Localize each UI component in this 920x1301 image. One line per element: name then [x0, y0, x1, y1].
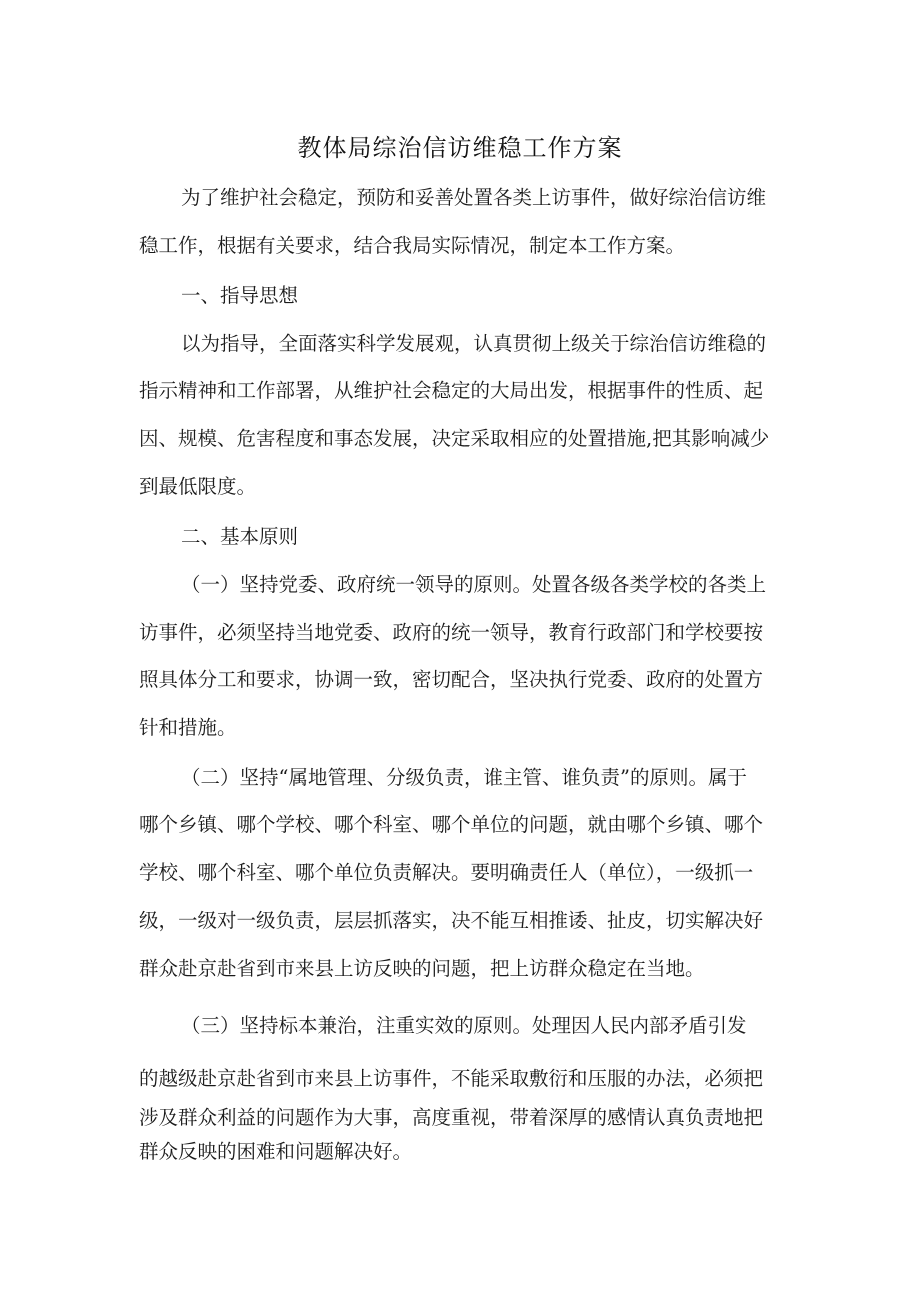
principle1-line-3: 照具体分工和要求，协调一致，密切配合，坚决执行党委、政府的处置方: [139, 668, 764, 691]
principle2-line-4: 级，一级对一级负责，层层抓落实，决不能互相推诿、扯皮，切实解决好: [139, 909, 764, 932]
principle3-line-2: 的越级赴京赴省到市来县上访事件，不能采取敷衍和压服的办法，必须把: [139, 1067, 764, 1090]
section1-line-3: 因、规模、危害程度和事态发展，决定采取相应的处置措施,把其影响减少: [139, 427, 770, 450]
principle2-line-2: 哪个乡镇、哪个学校、哪个科室、哪个单位的问题，就由哪个乡镇、哪个: [139, 813, 764, 836]
principle1-line-4: 针和措施。: [139, 716, 237, 739]
principle3-line-3: 涉及群众利益的问题作为大事，高度重视，带着深厚的感情认真负责地把: [139, 1106, 764, 1129]
principle3-line-1: （三）坚持标本兼治，注重实效的原则。处理因人民内部矛盾引发: [181, 1014, 747, 1037]
principle1-line-1: （一）坚持党委、政府统一领导的原则。处置各级各类学校的各类上: [181, 573, 767, 596]
section1-heading: 一、指导思想: [181, 284, 299, 307]
principle3-line-4: 群众反映的困难和问题解决好。: [139, 1140, 413, 1163]
principle1-line-2: 访事件，必须坚持当地党委、政府的统一领导，教育行政部门和学校要按: [139, 621, 764, 644]
section1-line-2: 指示精神和工作部署，从维护社会稳定的大局出发，根据事件的性质、起: [139, 379, 764, 402]
section2-heading: 二、基本原则: [181, 525, 299, 548]
principle2-line-5: 群众赴京赴省到市来县上访反映的问题，把上访群众稳定在当地。: [139, 957, 705, 980]
intro-line-1: 为了维护社会稳定，预防和妥善处置各类上访事件，做好综治信访维: [181, 186, 767, 209]
principle2-line-3: 学校、哪个科室、哪个单位负责解决。要明确责任人（单位），一级抓一: [139, 861, 754, 884]
section1-line-1: 以为指导，全面落实科学发展观，认真贯彻上级关于综治信访维稳的: [181, 332, 767, 355]
intro-line-2: 稳工作，根据有关要求，结合我局实际情况，制定本工作方案。: [139, 234, 686, 257]
document-title: 教体局综治信访维稳工作方案: [297, 134, 623, 162]
principle2-line-1: （二）坚持“属地管理、分级负责，谁主管、谁负责”的原则。属于: [181, 766, 747, 789]
section1-line-4: 到最低限度。: [139, 475, 257, 498]
